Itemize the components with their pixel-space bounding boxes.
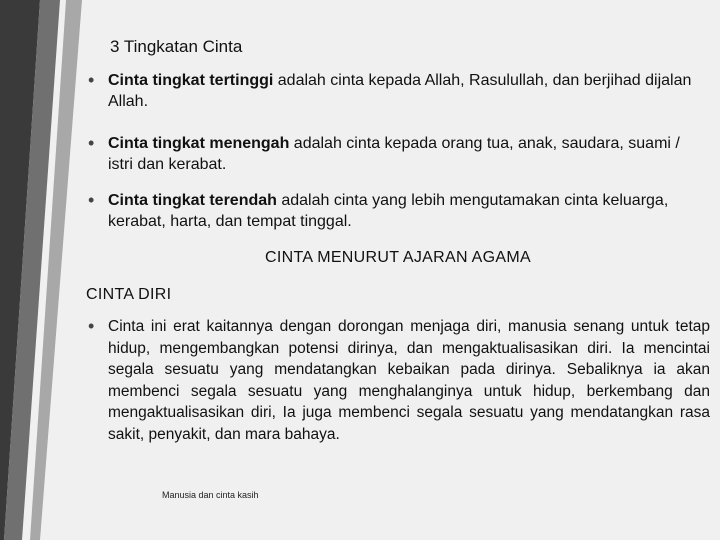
- level-text: [108, 133, 708, 175]
- level-label: Cinta tingkat terendah: [108, 192, 277, 209]
- section-heading-religion: CINTA MENURUT AJARAN AGAMA: [265, 249, 531, 266]
- level-description: adalah cinta kepada orang tua, anak, saudara, suami / istri dan kerabat.: [108, 135, 680, 173]
- decorative-stripes: [0, 0, 100, 540]
- section-title-self-love: CINTA DIRI: [86, 286, 172, 303]
- level-description: adalah cinta yang lebih mengutamakan cinta keluarga, kerabat, harta, dan tempat tinggal.: [108, 192, 669, 230]
- bullet-icon: •: [88, 190, 95, 210]
- bullet-icon: •: [88, 133, 95, 153]
- level-item-middle: [88, 133, 708, 175]
- slide-heading: 3 Tingkatan Cinta: [110, 37, 243, 56]
- level-item-lowest: [88, 190, 708, 232]
- level-text: [108, 190, 708, 232]
- bullet-icon: •: [88, 70, 95, 90]
- level-label: Cinta tingkat menengah: [108, 135, 290, 152]
- paragraph-text: Cinta ini erat kaitannya dengan dorongan menjaga diri, manusia senang untuk tetap hidup, mengembangkan potensi dirinya, dan mengaktualisasikan diri. Ia mencintai segala sesuatu yang mendatangkan kebaikan pada dirinya. Sebaliknya ia akan membenci segala sesuatu yang menghalanginya untuk hidup, berkembang dan mengaktualisasikan diri, Ia juga membenci segala sesuatu yang mendatangkan rasa sakit, penyakit, dan mara bahaya.: [108, 318, 710, 443]
- level-text: [108, 70, 708, 112]
- self-love-paragraph: [88, 316, 710, 445]
- level-label: Cinta tingkat tertinggi: [108, 72, 274, 89]
- caption: Manusia dan cinta kasih: [162, 490, 259, 500]
- level-description: adalah cinta kepada Allah, Rasulullah, dan berjihad dijalan Allah.: [108, 72, 692, 110]
- bullet-icon: •: [88, 316, 95, 336]
- level-item-highest: [88, 70, 708, 112]
